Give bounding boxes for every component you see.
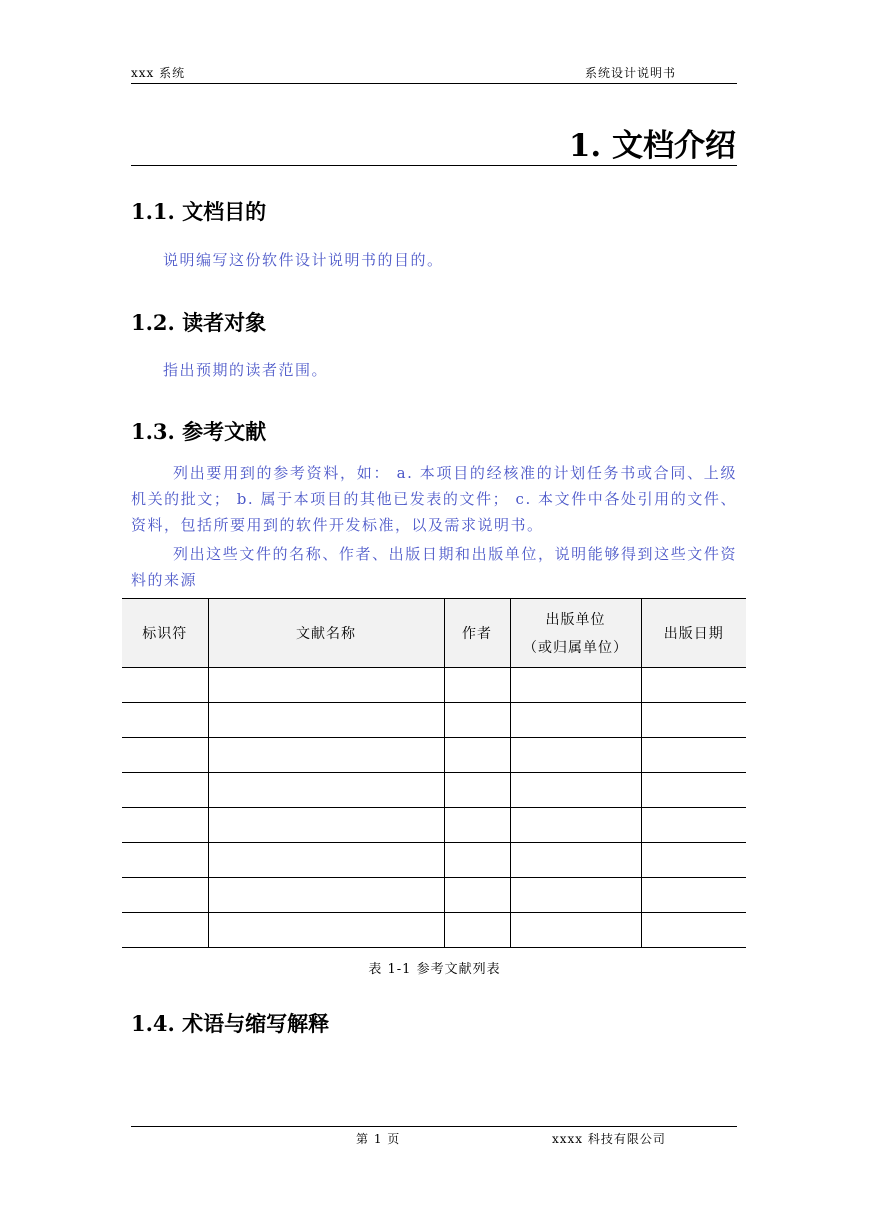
table-cell bbox=[641, 808, 746, 843]
table-cell bbox=[510, 843, 641, 878]
table-cell bbox=[122, 808, 208, 843]
table-cell bbox=[208, 913, 444, 948]
table-cell bbox=[444, 668, 510, 703]
footer-company-name: xxxx 科技有限公司 bbox=[552, 1132, 666, 1146]
table-cell bbox=[444, 878, 510, 913]
table-cell bbox=[208, 808, 444, 843]
table-row bbox=[122, 878, 746, 913]
table-cell bbox=[122, 843, 208, 878]
table-row bbox=[122, 738, 746, 773]
table-caption: 表 1-1 参考文献列表 bbox=[368, 962, 501, 977]
table-cell bbox=[510, 703, 641, 738]
purpose-text: 说明编写这份软件设计说明书的目的。 bbox=[163, 251, 444, 269]
table-cell bbox=[444, 843, 510, 878]
col-header-author: 作者 bbox=[444, 599, 510, 668]
table-cell bbox=[510, 668, 641, 703]
table-cell bbox=[510, 878, 641, 913]
header-system-name: xxx 系统 bbox=[131, 66, 186, 80]
table-cell bbox=[641, 668, 746, 703]
table-cell bbox=[444, 738, 510, 773]
section-title-terms: 1.4. 术语与缩写解释 bbox=[131, 1011, 330, 1036]
footer-divider bbox=[131, 1126, 737, 1127]
table-cell bbox=[444, 703, 510, 738]
table-cell bbox=[641, 738, 746, 773]
table-cell bbox=[641, 773, 746, 808]
table-cell bbox=[122, 913, 208, 948]
reference-table bbox=[122, 598, 746, 948]
table-cell bbox=[641, 703, 746, 738]
footer-page-number: 第 1 页 bbox=[356, 1132, 401, 1146]
col-header-id: 标识符 bbox=[122, 599, 208, 668]
table-cell bbox=[208, 843, 444, 878]
table-cell bbox=[444, 913, 510, 948]
table-cell bbox=[208, 738, 444, 773]
table-cell bbox=[122, 738, 208, 773]
table-cell bbox=[510, 738, 641, 773]
table-cell bbox=[641, 843, 746, 878]
table-row bbox=[122, 913, 746, 948]
header-divider bbox=[131, 83, 737, 84]
section-title-references: 1.3. 参考文献 bbox=[131, 419, 267, 444]
table-row bbox=[122, 843, 746, 878]
table-cell bbox=[444, 773, 510, 808]
table-cell bbox=[510, 773, 641, 808]
col-header-publisher-line1: 出版单位 bbox=[545, 612, 606, 628]
table-cell bbox=[208, 703, 444, 738]
section-title-purpose: 1.1. 文档目的 bbox=[131, 199, 267, 224]
table-cell bbox=[208, 773, 444, 808]
table-cell bbox=[122, 878, 208, 913]
col-header-name: 文献名称 bbox=[208, 599, 444, 668]
col-header-publisher-line2: （或归属单位） bbox=[523, 640, 628, 656]
table-cell bbox=[208, 878, 444, 913]
table-cell bbox=[122, 703, 208, 738]
table-cell bbox=[641, 913, 746, 948]
readers-text: 指出预期的读者范围。 bbox=[163, 361, 329, 379]
table-cell bbox=[641, 878, 746, 913]
references-paragraph-1: 列出要用到的参考资料，如： a. 本项目的经核准的计划任务书或合同、上级机关的批文； b. 属于本项目的其他已发表的文件； c. 本文件中各处引用的文件、资料，包括所要用到的软件开发标准，以及需求说明书。 bbox=[131, 464, 737, 534]
table-cell bbox=[122, 668, 208, 703]
table-row bbox=[122, 703, 746, 738]
table-cell bbox=[444, 808, 510, 843]
table-row bbox=[122, 773, 746, 808]
chapter-title: 1. 文档介绍 bbox=[568, 128, 736, 164]
table-cell bbox=[510, 913, 641, 948]
col-header-publisher bbox=[510, 599, 641, 668]
col-header-date: 出版日期 bbox=[641, 599, 746, 668]
table-row bbox=[122, 668, 746, 703]
chapter-divider bbox=[131, 165, 737, 166]
table-cell bbox=[122, 773, 208, 808]
header-document-title: 系统设计说明书 bbox=[585, 66, 677, 80]
section-title-readers: 1.2. 读者对象 bbox=[131, 310, 267, 335]
table-row bbox=[122, 808, 746, 843]
table-cell bbox=[208, 668, 444, 703]
table-header-row bbox=[122, 599, 746, 668]
table-cell bbox=[510, 808, 641, 843]
references-paragraph-2: 列出这些文件的名称、作者、出版日期和出版单位，说明能够得到这些文件资料的来源 bbox=[131, 545, 737, 589]
